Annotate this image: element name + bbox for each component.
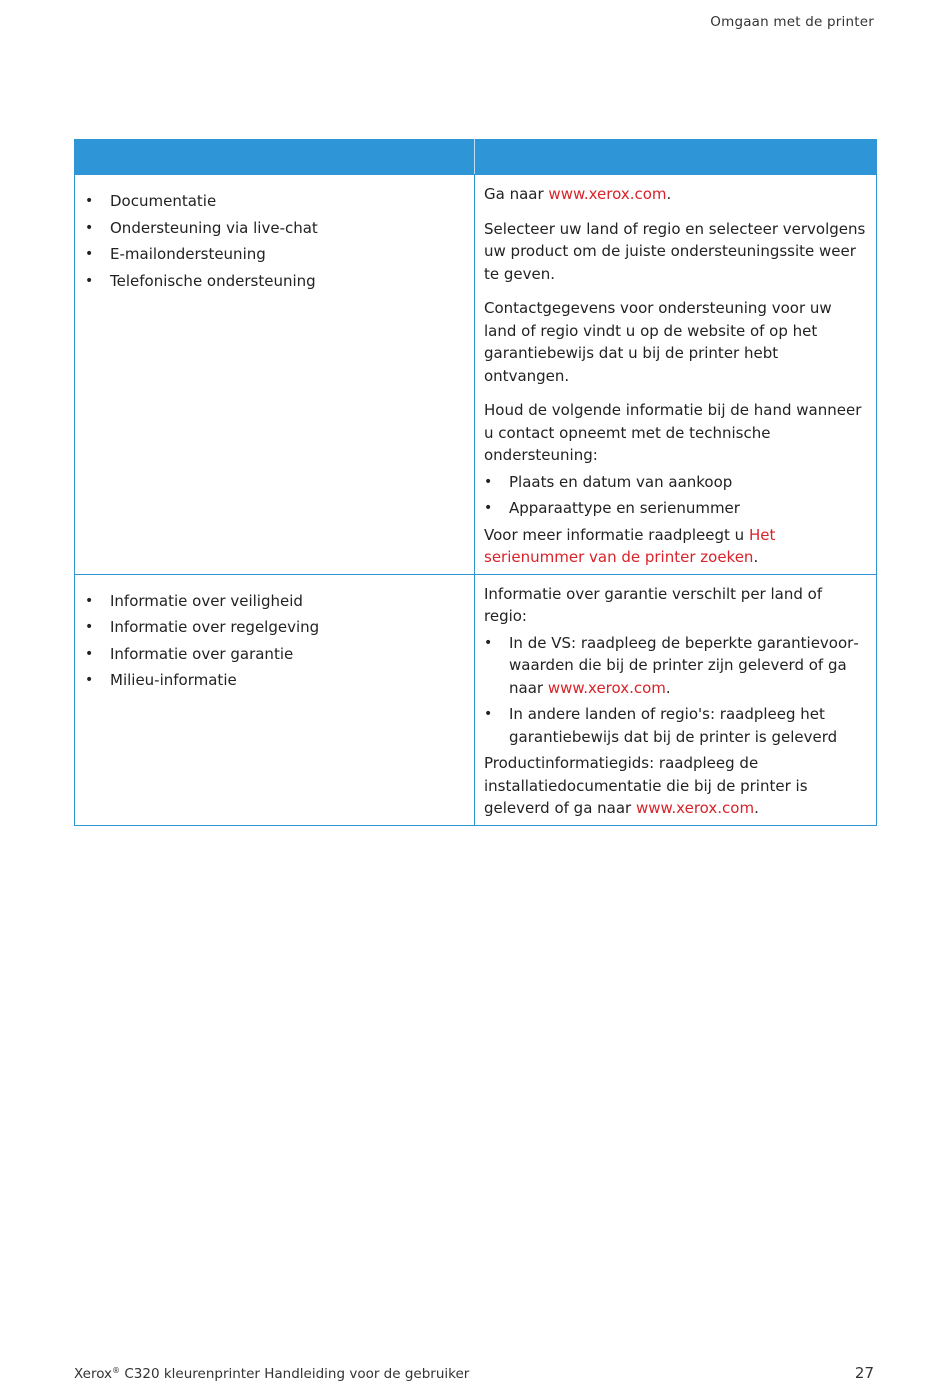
list-item: • Informatie over veiligheid: [85, 588, 465, 615]
list-item: [484, 632, 867, 700]
serial-number-link[interactable]: Het serienummer van de printer zoeken: [484, 525, 776, 566]
paragraph: [484, 183, 867, 206]
text-span: Voor meer informatie raadpleegt u: [484, 525, 749, 544]
resource-cell: [75, 175, 475, 575]
text-span: .: [666, 185, 672, 203]
document-title: C320 kleurenprinter Handleiding voor de gebruiker: [120, 1366, 470, 1382]
text-span: .: [754, 799, 759, 817]
table-header-cell-location: [475, 140, 877, 175]
list-item: • Informatie over garantie: [85, 641, 465, 668]
xerox-website-link[interactable]: www.xerox.com: [547, 678, 666, 697]
required-info-list: [484, 471, 867, 520]
footer-document-title: [74, 1366, 469, 1382]
warranty-list: [484, 632, 867, 749]
text-span: .: [753, 548, 759, 566]
registered-mark: ®: [112, 1366, 121, 1375]
table-row: [75, 175, 877, 575]
location-cell: [475, 175, 877, 575]
paragraph: [484, 524, 867, 569]
list-item: • Plaats en datum van aankoop: [484, 471, 867, 494]
xerox-website-link[interactable]: www.xerox.com: [548, 185, 667, 203]
page-number: 27: [854, 1364, 874, 1382]
paragraph: Houd de volgende informatie bij de hand wanneer u contact opneemt met de technische ondersteuning:: [484, 401, 862, 464]
text-span: Productinformatiegids: raadpleeg de installatiedocumentatie die bij de printer is geleverd of ga naar: [484, 754, 808, 817]
support-resources-table: [74, 139, 877, 826]
list-item: • Informatie over regelgeving: [85, 614, 465, 641]
paragraph: Contactgegevens voor ondersteuning voor uw land of regio vindt u op de website of op het garantiebewijs dat u bij de printer hebt ontvangen.: [484, 299, 832, 385]
list-item: • Apparaattype en serienummer: [484, 497, 867, 520]
list-item: • Milieu-informatie: [85, 667, 465, 694]
list-item: • Documentatie: [85, 188, 465, 215]
text-span: In de VS: raadpleeg de beperkte garantievoorwaarden die bij de printer zijn geleverd of ga naar: [509, 633, 859, 697]
paragraph: [484, 752, 867, 820]
list-item: • E-mailondersteuning: [85, 241, 465, 268]
table-row: [75, 574, 877, 825]
paragraph: Informatie over garantie verschilt per land of regio:: [484, 584, 823, 625]
list-item: • Telefonische ondersteuning: [85, 268, 465, 295]
list-item: • Ondersteuning via live-chat: [85, 215, 465, 242]
paragraph: Selecteer uw land of regio en selecteer vervolgens uw product om de juiste ondersteuningssite weer te geven.: [484, 219, 866, 283]
list-item: • In andere landen of regio's: raadpleeg het garantiebewijs dat bij de printer is geleverd: [484, 703, 867, 748]
brand-name: Xerox: [74, 1366, 113, 1382]
table-header-cell-resource: [75, 140, 475, 175]
resource-cell: [75, 574, 475, 825]
xerox-website-link[interactable]: www.xerox.com: [635, 799, 755, 817]
resource-list: [85, 588, 465, 694]
text-span: .: [665, 678, 671, 697]
resource-list: [85, 188, 465, 294]
text-span: Ga naar: [484, 185, 549, 203]
location-cell: [475, 574, 877, 825]
table-header-row: [75, 140, 877, 175]
running-header: Omgaan met de printer: [710, 14, 874, 30]
